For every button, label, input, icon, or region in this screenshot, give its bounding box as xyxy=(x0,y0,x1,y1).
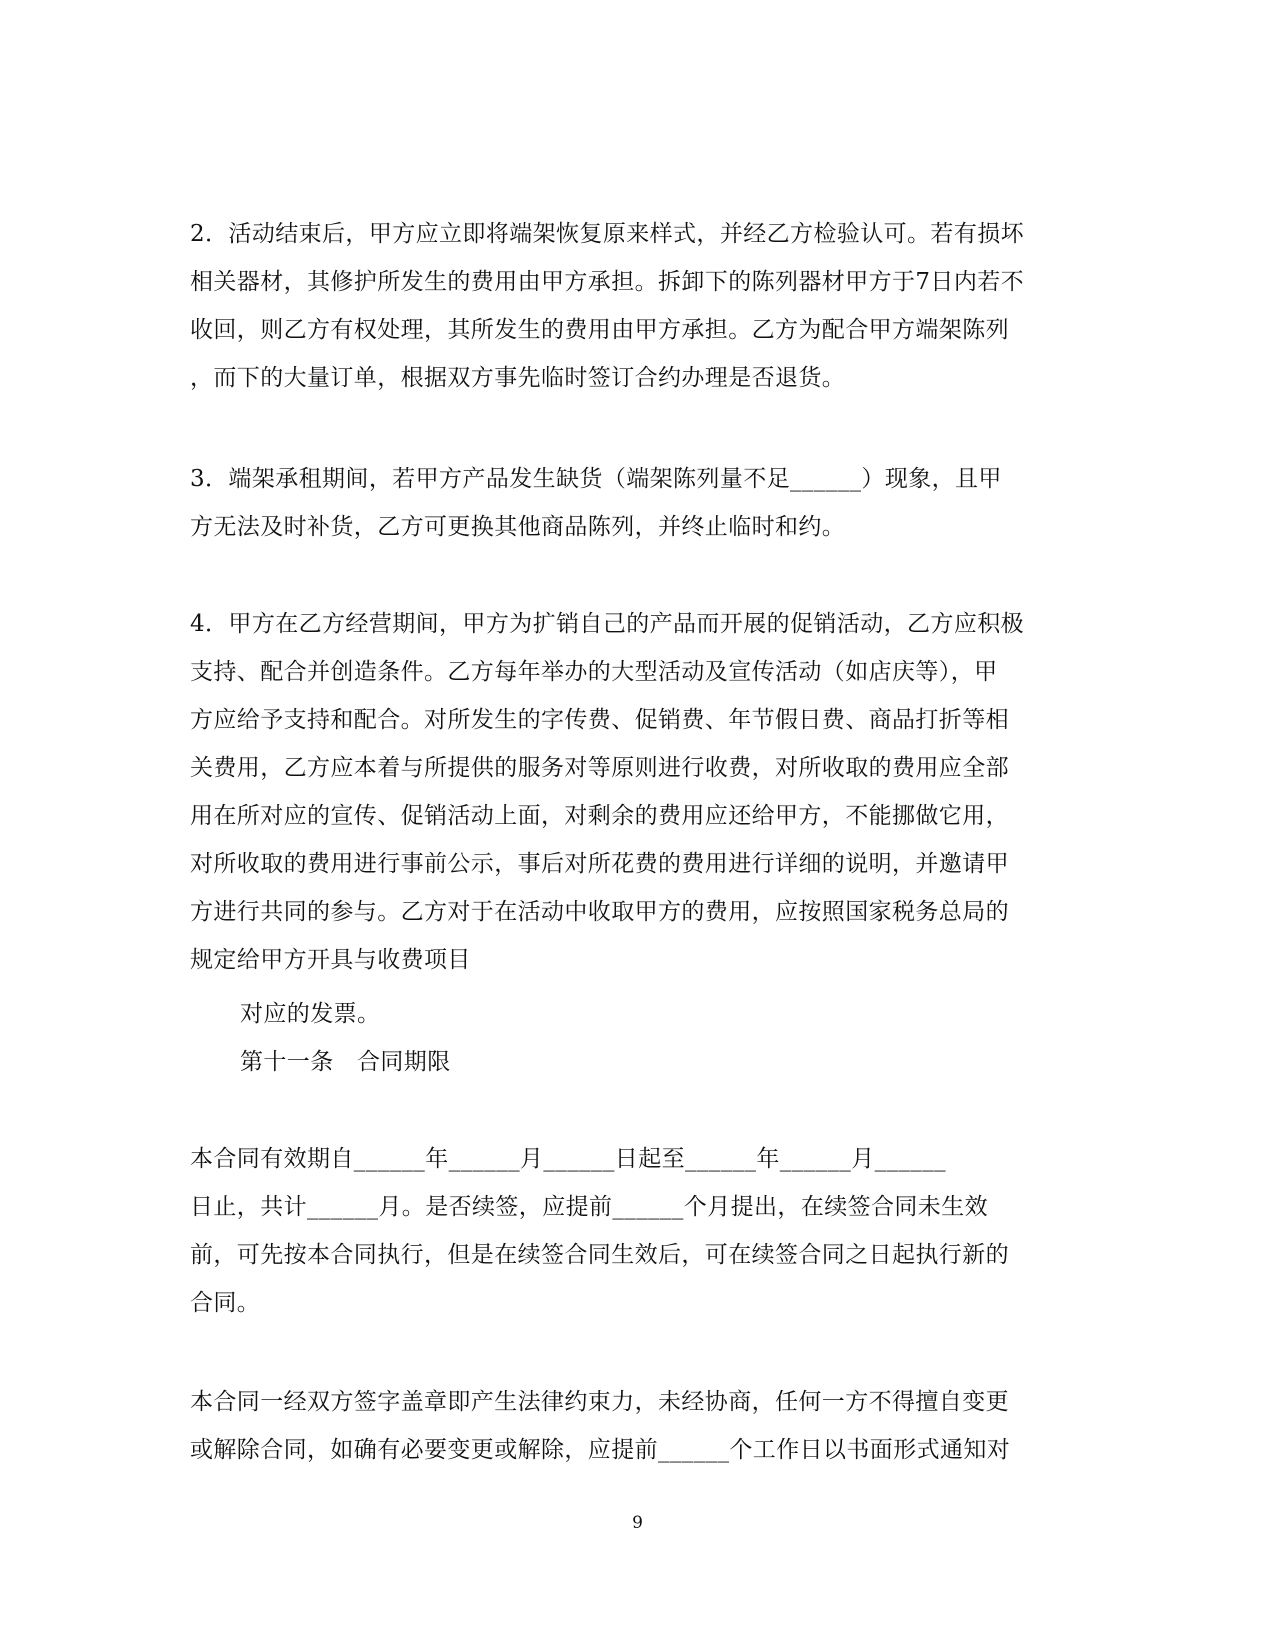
text-line: 3．端架承租期间，若甲方产品发生缺货（端架陈列量不足______）现象，且甲 xyxy=(190,466,1002,492)
text-line: 方应给予支持和配合。对所发生的字传费、促销费、年节假日费、商品打折等相 xyxy=(190,707,1009,733)
page-number: 9 xyxy=(632,1513,643,1533)
text-line: 2．活动结束后，甲方应立即将端架恢复原来样式，并经乙方检验认可。若有损坏 xyxy=(190,221,1025,247)
invoice-line xyxy=(240,990,1080,1038)
text-line: 本合同有效期自______年______月______日起至______年______月______ xyxy=(190,1146,946,1172)
text-line: 日止，共计______月。是否续签，应提前______个月提出，在续签合同未生效 xyxy=(190,1194,988,1220)
clause-2-paragraph xyxy=(190,210,1080,402)
text-line: 4．甲方在乙方经营期间，甲方为扩销自己的产品而开展的促销活动，乙方应积极 xyxy=(190,611,1025,637)
text-line: 合同。 xyxy=(190,1290,261,1316)
text-line: 方无法及时补货，乙方可更换其他商品陈列，并终止临时和约。 xyxy=(190,514,846,540)
text-line: 关费用，乙方应本着与所提供的服务对等原则进行收费，对所收取的费用应全部 xyxy=(190,755,1009,781)
text-line: 对应的发票。 xyxy=(240,1001,381,1027)
text-line: 本合同一经双方签字盖章即产生法律约束力，未经协商，任何一方不得擅自变更 xyxy=(190,1389,1009,1415)
text-line: 支持、配合并创造条件。乙方每年举办的大型活动及宣传活动（如店庆等），甲 xyxy=(190,659,998,685)
text-line: 对所收取的费用进行事前公示，事后对所花费的费用进行详细的说明，并邀请甲 xyxy=(190,851,1009,877)
article-title: 第十一条 合同期限 xyxy=(240,1049,451,1075)
text-line: 用在所对应的宣传、促销活动上面，对剩余的费用应还给甲方，不能挪做它用， xyxy=(190,803,1009,829)
text-line: 相关器材，其修护所发生的费用由甲方承担。拆卸下的陈列器材甲方于7日内若不 xyxy=(190,269,1025,295)
clause-3-paragraph xyxy=(190,455,1080,551)
text-line: 方进行共同的参与。乙方对于在活动中收取甲方的费用，应按照国家税务总局的 xyxy=(190,899,1009,925)
text-line: 前，可先按本合同执行，但是在续签合同生效后，可在续签合同之日起执行新的 xyxy=(190,1242,1009,1268)
text-line: 或解除合同，如确有必要变更或解除，应提前______个工作日以书面形式通知对 xyxy=(190,1437,1011,1463)
binding-force-paragraph xyxy=(190,1378,1080,1474)
article-heading xyxy=(240,1038,1080,1086)
contract-term-paragraph xyxy=(190,1135,1080,1327)
clause-4-paragraph xyxy=(190,600,1080,984)
text-line: 收回，则乙方有权处理，其所发生的费用由甲方承担。乙方为配合甲方端架陈列 xyxy=(190,317,1009,343)
text-line: ，而下的大量订单，根据双方事先临时签订合约办理是否退货。 xyxy=(190,365,846,391)
text-line: 规定给甲方开具与收费项目 xyxy=(190,947,471,973)
